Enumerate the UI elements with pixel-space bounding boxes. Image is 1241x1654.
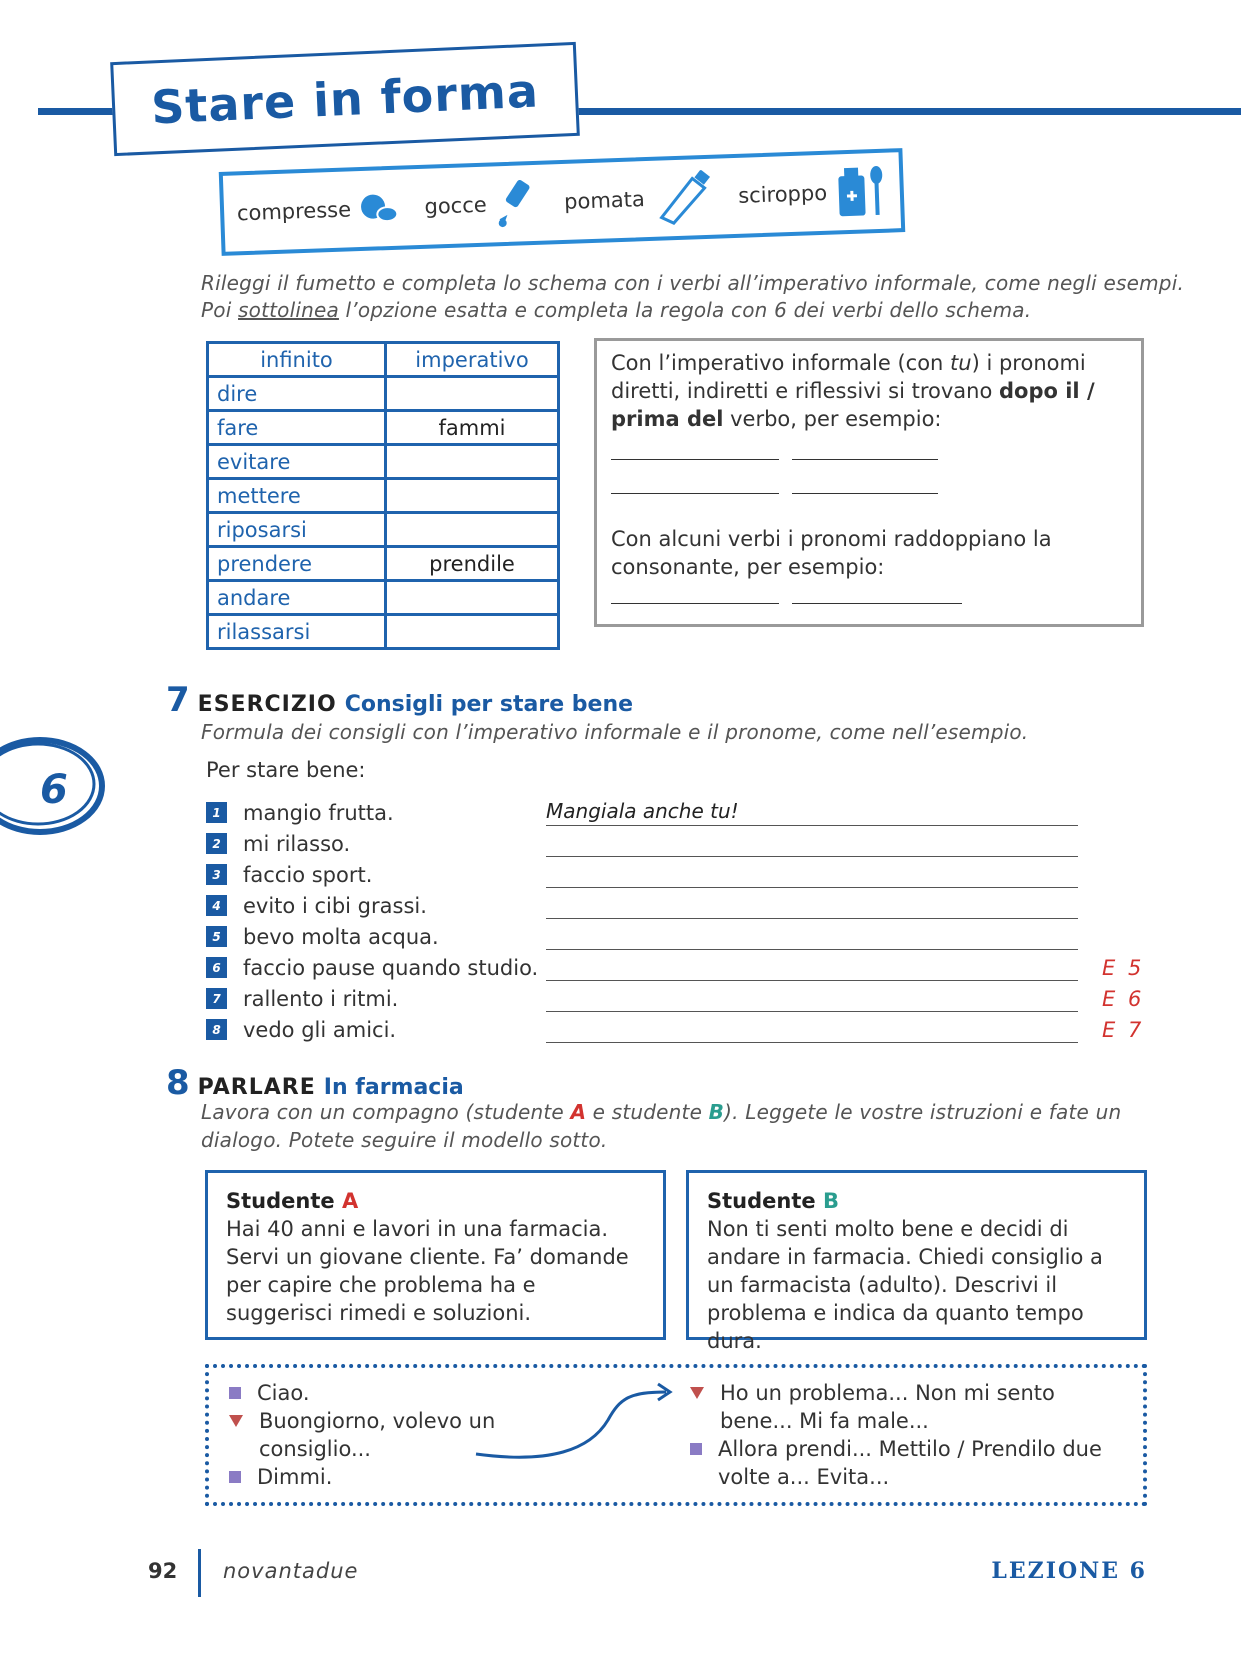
exercise-7-list xyxy=(206,797,1144,1045)
page-title: Stare in forma xyxy=(150,63,540,135)
instruction-line-2 xyxy=(201,298,1031,322)
table-row xyxy=(208,513,559,547)
answer-field[interactable] xyxy=(546,954,1078,981)
list-item xyxy=(206,921,1144,952)
exercise-title: In farmacia xyxy=(323,1075,464,1100)
cell-infinito: rilassarsi xyxy=(208,615,386,649)
rule-box xyxy=(594,338,1144,627)
exercise-ref: E 6 xyxy=(1102,986,1145,1011)
student-a-card xyxy=(205,1170,666,1340)
exercise-title: Consigli per stare bene xyxy=(344,692,634,717)
item-text: faccio pause quando studio. xyxy=(243,955,539,980)
item-number-badge: 2 xyxy=(206,833,227,854)
item-number-badge: 1 xyxy=(206,802,227,823)
item-text: mi rilasso. xyxy=(243,831,351,856)
medicine-label: sciroppo xyxy=(737,180,828,208)
table-row xyxy=(208,479,559,513)
instruction-text: ). Leggete le vostre istruzioni e fate un xyxy=(724,1100,1122,1124)
dialog-line xyxy=(229,1463,609,1491)
rule-paragraph-1 xyxy=(611,349,1127,433)
rule-text: verbo, per esempio: xyxy=(723,407,942,431)
student-b-card xyxy=(686,1170,1147,1353)
item-number-badge: 8 xyxy=(206,1019,227,1040)
dialog-arrow-icon xyxy=(470,1380,680,1460)
exercise-kind: PARLARE xyxy=(197,1075,316,1100)
medicine-label: compresse xyxy=(236,197,352,226)
exercise-8-instruction-2: dialogo. Potete seguire il modello sotto. xyxy=(201,1128,608,1152)
cell-imperativo[interactable] xyxy=(386,377,559,411)
dialog-text: Buongiorno, volevo un consiglio... xyxy=(259,1409,496,1461)
answer-field[interactable] xyxy=(546,892,1078,919)
exercise-ref: E 7 xyxy=(1102,1017,1145,1042)
cell-infinito: dire xyxy=(208,377,386,411)
col-header-imperativo: imperativo xyxy=(386,343,559,377)
chapter-number: 6 xyxy=(40,767,68,813)
exercise-7-instruction: Formula dei consigli con l’imperativo informale e il pronome, come nell’esempio. xyxy=(201,720,1029,744)
lesson-label: LEZIONE 6 xyxy=(991,1558,1147,1584)
instruction-line-1: Rileggi il fumetto e completa lo schema con i verbi all’imperativo informale, come negli esempi. xyxy=(201,271,1185,295)
list-item xyxy=(206,859,1144,890)
page-number: 92 xyxy=(148,1559,178,1583)
medicines-box xyxy=(219,148,906,256)
exercise-7-heading xyxy=(166,680,633,720)
rule-blanks-2 xyxy=(611,473,1127,501)
table-row xyxy=(208,581,559,615)
medicine-gocce xyxy=(424,178,540,232)
rule-option[interactable]: dopo il / prima del xyxy=(611,379,1095,431)
exercise-number: 8 xyxy=(166,1063,190,1103)
exercise-kind: ESERCIZIO xyxy=(197,692,337,717)
medicine-sciroppo xyxy=(737,163,888,224)
instruction-text: l’opzione esatta e completa la regola con 6 dei verbi dello schema. xyxy=(338,298,1032,322)
student-letter: A xyxy=(341,1189,359,1213)
table-row xyxy=(208,411,559,445)
blank-line[interactable] xyxy=(611,441,779,460)
cell-imperativo[interactable] xyxy=(386,445,559,479)
cell-imperativo[interactable] xyxy=(386,615,559,649)
item-number-badge: 7 xyxy=(206,988,227,1009)
dialog-text: Ciao. xyxy=(257,1381,310,1405)
rule-text: Con l’imperativo informale (con xyxy=(611,351,951,375)
student-a-heading xyxy=(226,1187,645,1215)
title-box xyxy=(110,42,580,156)
list-item xyxy=(206,828,1144,859)
pills-icon xyxy=(358,190,399,227)
item-text: faccio sport. xyxy=(243,862,373,887)
client-triangle-icon xyxy=(690,1387,704,1399)
answer-field[interactable]: Mangiala anche tu! xyxy=(546,799,1078,826)
item-number-badge: 3 xyxy=(206,864,227,885)
dialog-text: Allora prendi... Mettilo / Prendilo due volte a... Evita... xyxy=(718,1437,1102,1489)
student-b-heading xyxy=(707,1187,1126,1215)
cell-infinito: riposarsi xyxy=(208,513,386,547)
list-item xyxy=(206,983,1144,1014)
exercise-8-instruction-1 xyxy=(201,1100,1121,1124)
dialog-right xyxy=(690,1379,1110,1491)
pharmacist-square-icon xyxy=(229,1471,241,1483)
pharmacist-square-icon xyxy=(690,1443,702,1455)
blank-line[interactable] xyxy=(792,475,938,494)
exercise-8-heading xyxy=(166,1063,464,1103)
student-a-text: Hai 40 anni e lavori in una farmacia. Servi un giovane cliente. Fa’ domande per capire che problema ha e suggerisci rimedi e soluzioni. xyxy=(226,1217,629,1325)
exercise-ref: E 5 xyxy=(1102,955,1145,980)
blank-line[interactable] xyxy=(792,441,938,460)
answer-field[interactable] xyxy=(546,1016,1078,1043)
student-head-text: Studente xyxy=(226,1189,342,1213)
student-b-letter: B xyxy=(708,1100,725,1124)
rule-blanks-3 xyxy=(611,583,1127,611)
dialog-line xyxy=(690,1435,1110,1491)
item-text: vedo gli amici. xyxy=(243,1017,397,1042)
dropper-icon xyxy=(494,178,540,230)
table-header-row xyxy=(208,343,559,377)
instruction-text: Lavora con un compagno (studente xyxy=(201,1100,571,1124)
col-header-infinito: infinito xyxy=(208,343,386,377)
item-text: evito i cibi grassi. xyxy=(243,893,427,918)
cell-imperativo[interactable]: prendile xyxy=(386,547,559,581)
client-triangle-icon xyxy=(229,1415,243,1427)
item-number-badge: 6 xyxy=(206,957,227,978)
cell-infinito: mettere xyxy=(208,479,386,513)
cell-infinito: evitare xyxy=(208,445,386,479)
dialog-line xyxy=(690,1379,1110,1435)
medicine-label: gocce xyxy=(424,192,488,219)
footer-divider xyxy=(198,1549,201,1597)
item-text: rallento i ritmi. xyxy=(243,986,399,1011)
exercise-number: 7 xyxy=(166,680,190,720)
instruction-text: Poi xyxy=(201,298,239,322)
cell-infinito: prendere xyxy=(208,547,386,581)
student-b-text: Non ti senti molto bene e decidi di andare in farmacia. Chiedi consiglio a un farmacista (adulto). Descrivi il problema e indica da quanto tempo dura. xyxy=(707,1217,1103,1353)
rule-text: ) i pronomi diretti, indiretti e riflessivi si trovano xyxy=(611,351,1086,403)
syrup-bottle-icon xyxy=(834,163,888,221)
medicine-compresse xyxy=(236,190,399,232)
cell-imperativo[interactable]: fammi xyxy=(386,411,559,445)
pharmacist-square-icon xyxy=(229,1387,241,1399)
list-item xyxy=(206,890,1144,921)
medicine-label: pomata xyxy=(563,187,646,214)
answer-field[interactable] xyxy=(546,923,1078,950)
item-number-badge: 5 xyxy=(206,926,227,947)
cell-infinito: andare xyxy=(208,581,386,615)
medicine-pomata xyxy=(563,170,713,229)
table-row xyxy=(208,547,559,581)
answer-field[interactable] xyxy=(546,985,1078,1012)
table-row xyxy=(208,377,559,411)
rule-text-tu: tu xyxy=(950,351,972,375)
cell-imperativo[interactable] xyxy=(386,581,559,615)
list-item xyxy=(206,1014,1144,1045)
table-row xyxy=(208,445,559,479)
list-item xyxy=(206,952,1144,983)
student-letter: B xyxy=(822,1189,839,1213)
instruction-underlined: sottolinea xyxy=(238,298,339,322)
page-number-word: novantadue xyxy=(223,1559,359,1583)
item-number-badge: 4 xyxy=(206,895,227,916)
answer-field[interactable] xyxy=(546,861,1078,888)
blank-line[interactable] xyxy=(611,585,779,604)
student-head-text: Studente xyxy=(707,1189,823,1213)
verb-table xyxy=(206,341,560,650)
table-row xyxy=(208,615,559,649)
blank-line[interactable] xyxy=(792,585,962,604)
instruction-text: e studente xyxy=(586,1100,709,1124)
cell-imperativo[interactable] xyxy=(386,513,559,547)
answer-field[interactable] xyxy=(546,830,1078,857)
exercise-7-intro: Per stare bene: xyxy=(206,758,366,782)
cell-imperativo[interactable] xyxy=(386,479,559,513)
dialog-text: Ho un problema... Non mi sento bene... Mi fa male... xyxy=(720,1381,1055,1433)
rule-paragraph-2: Con alcuni verbi i pronomi raddoppiano la consonante, per esempio: xyxy=(611,527,1052,579)
blank-line[interactable] xyxy=(611,475,779,494)
cell-infinito: fare xyxy=(208,411,386,445)
item-text: bevo molta acqua. xyxy=(243,924,439,949)
dialog-text: Dimmi. xyxy=(257,1465,333,1489)
item-text: mangio frutta. xyxy=(243,800,394,825)
list-item xyxy=(206,797,1144,828)
rule-blanks-1 xyxy=(611,439,1127,467)
tube-icon xyxy=(652,170,714,226)
student-a-letter: A xyxy=(570,1100,587,1124)
